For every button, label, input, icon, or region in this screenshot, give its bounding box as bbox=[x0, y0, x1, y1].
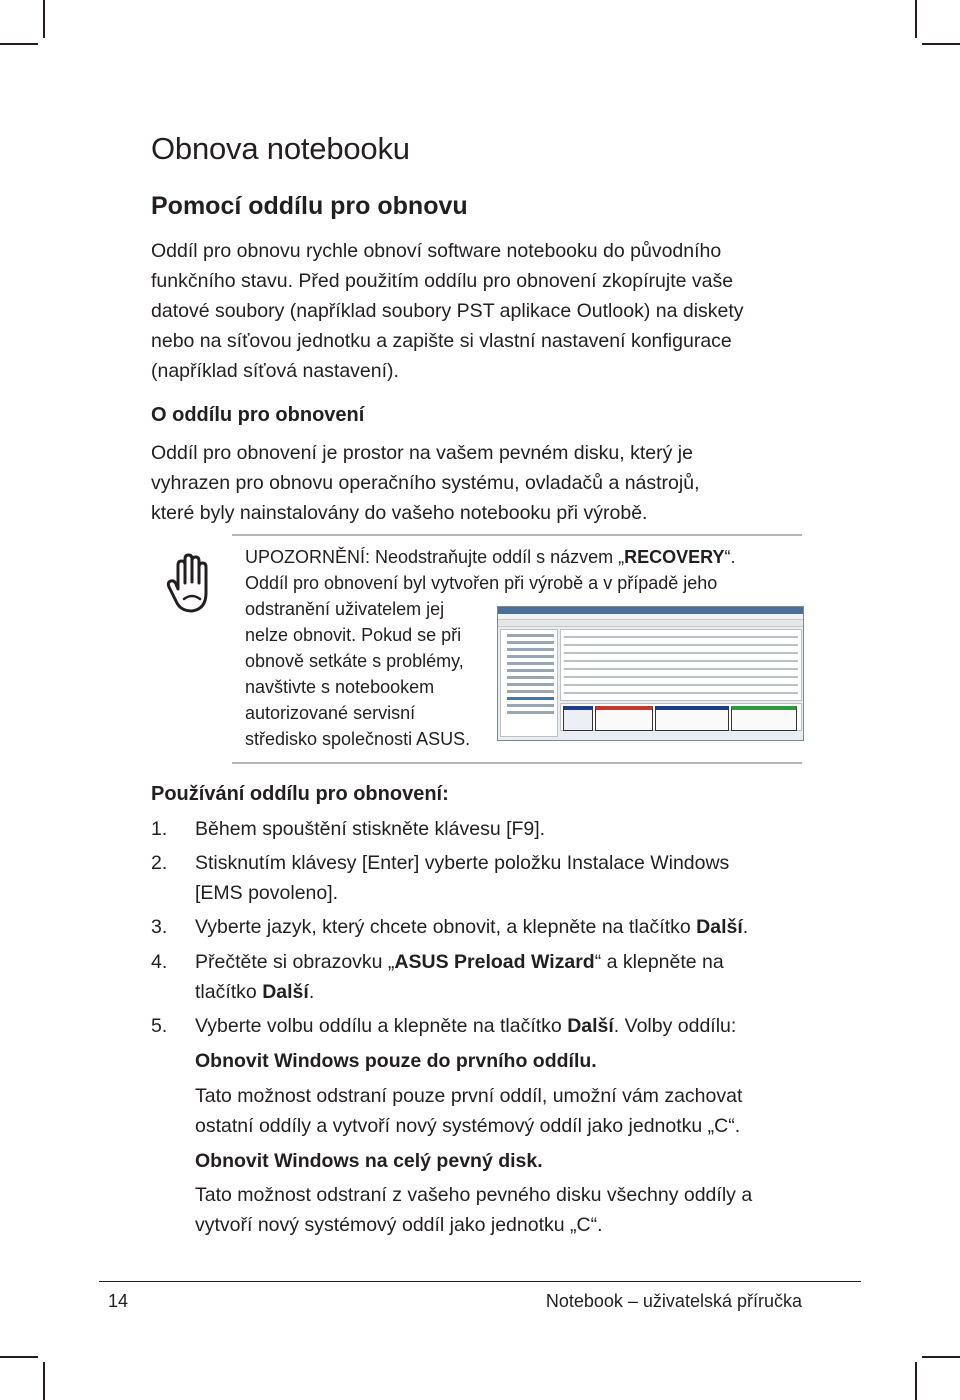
screenshot-legend bbox=[560, 731, 800, 737]
text-line bbox=[195, 977, 835, 1007]
button-name: Další bbox=[567, 1015, 614, 1037]
text-line: Tato možnost odstraní pouze první oddíl, umožní vám zachovat bbox=[195, 1085, 743, 1107]
text-line: které byly nainstalovány do vašeho notebooku při výrobě. bbox=[151, 502, 648, 524]
text-run: . bbox=[742, 916, 749, 938]
crop-mark bbox=[922, 1356, 960, 1358]
about-paragraph bbox=[151, 438, 831, 528]
data-partition-block bbox=[731, 706, 797, 731]
step-text: Během spouštění stiskněte klávesu [F9]. bbox=[195, 818, 546, 840]
manual-title: Notebook – uživatelská příručka bbox=[545, 1291, 802, 1311]
warning-line: odstranění uživatelem jej bbox=[245, 599, 445, 619]
option-title-text: Obnovit Windows na celý pevný disk. bbox=[195, 1150, 543, 1172]
step-number: 5. bbox=[151, 1015, 168, 1037]
text-run: Vyberte jazyk, který chcete obnovit, a klepněte na tlačítko bbox=[195, 916, 697, 938]
step-number: 4. bbox=[151, 951, 168, 973]
note-divider-bottom bbox=[232, 762, 802, 764]
screenshot-title-bar bbox=[498, 607, 803, 614]
crop-mark bbox=[43, 0, 45, 38]
button-name: Další bbox=[262, 981, 309, 1003]
option-title bbox=[195, 1146, 835, 1176]
screenshot-toolbar bbox=[498, 620, 803, 627]
text-run: Vyberte volbu oddílu a klepněte na tlačítko bbox=[195, 1015, 568, 1037]
step-text bbox=[195, 912, 835, 942]
step-text bbox=[195, 848, 835, 908]
computer-management-screenshot bbox=[497, 606, 804, 741]
step-number: 3. bbox=[151, 916, 168, 938]
warning-line: autorizované servisní bbox=[245, 703, 416, 723]
text-line: Oddíl pro obnovu rychle obnoví software notebooku do původního bbox=[151, 240, 722, 262]
crop-mark bbox=[0, 1356, 38, 1358]
text-line: [EMS povoleno]. bbox=[195, 882, 339, 904]
text-run: “ a klepněte na bbox=[594, 951, 724, 973]
intro-paragraph bbox=[151, 236, 831, 386]
text-run: . bbox=[308, 981, 315, 1003]
screen-name: ASUS Preload Wizard bbox=[394, 951, 595, 973]
option-description bbox=[195, 1180, 835, 1240]
footer-divider bbox=[99, 1281, 861, 1282]
option-description bbox=[195, 1081, 835, 1141]
recovery-partition-block bbox=[595, 706, 653, 731]
warning-suffix: “. bbox=[724, 547, 736, 567]
crop-mark bbox=[915, 0, 917, 38]
screenshot-volume-list bbox=[560, 629, 802, 701]
page-title: Obnova notebooku bbox=[151, 131, 410, 166]
step-text bbox=[195, 947, 835, 1007]
warning-line: obnově setkáte s problémy, bbox=[245, 651, 464, 671]
note-divider-top bbox=[232, 534, 802, 536]
section-heading: Pomocí oddílu pro obnovu bbox=[151, 192, 468, 220]
text-line bbox=[195, 947, 835, 977]
text-run: tlačítko bbox=[195, 981, 263, 1003]
crop-mark bbox=[0, 43, 38, 45]
crop-mark bbox=[915, 1362, 917, 1400]
warning-line: Oddíl pro obnovení byl vytvořen při výrobě a v případě jeho bbox=[245, 573, 718, 593]
text-line: nebo na síťovou jednotku a zapište si vlastní nastavení konfigurace bbox=[151, 330, 732, 352]
crop-mark bbox=[43, 1362, 45, 1400]
warning-line: nelze obnovit. Pokud se při bbox=[245, 625, 462, 645]
option-title-text: Obnovit Windows pouze do prvního oddílu. bbox=[195, 1050, 597, 1072]
option-title bbox=[195, 1046, 835, 1076]
text-line: vytvoří nový systémový oddíl jako jednotku „C“. bbox=[195, 1214, 603, 1236]
text-line: (například síťová nastavení). bbox=[151, 360, 399, 382]
text-run: Přečtěte si obrazovku „ bbox=[195, 951, 395, 973]
screenshot-tree-pane bbox=[500, 629, 558, 737]
warning-line: středisko společnosti ASUS. bbox=[245, 729, 471, 749]
about-heading: O oddílu pro obnovení bbox=[151, 404, 365, 426]
step-text bbox=[195, 1011, 835, 1041]
text-line: funkčního stavu. Před použitím oddílu pro obnovení zkopírujte vaše bbox=[151, 270, 734, 292]
text-line: Oddíl pro obnovení je prostor na vašem pevném disku, který je bbox=[151, 442, 693, 464]
text-run: . Volby oddílu: bbox=[613, 1015, 737, 1037]
step-number: 1. bbox=[151, 818, 168, 840]
page-number: 14 bbox=[108, 1291, 129, 1311]
text-line: Stisknutím klávesy [Enter] vyberte položku Instalace Windows bbox=[195, 852, 730, 874]
text-line: ostatní oddíly a vytvoří nový systémový oddíl jako jednotku „C“. bbox=[195, 1115, 741, 1137]
crop-mark bbox=[922, 43, 960, 45]
hand-warning-icon bbox=[164, 553, 218, 617]
system-partition-block bbox=[655, 706, 729, 731]
warning-line bbox=[245, 544, 736, 570]
warning-line: navštivte s notebookem bbox=[245, 677, 435, 697]
text-line: vyhrazen pro obnovu operačního systému, ovladačů a nástrojů, bbox=[151, 472, 700, 494]
step-number: 2. bbox=[151, 852, 168, 874]
screenshot-disk-map bbox=[560, 703, 802, 731]
warning-prefix: UPOZORNĚNÍ: Neodstraňujte oddíl s názvem „ bbox=[245, 547, 625, 567]
button-name: Další bbox=[696, 916, 743, 938]
usage-heading: Používání oddílu pro obnovení: bbox=[151, 783, 449, 805]
disk-label-block bbox=[563, 706, 593, 731]
text-line: Tato možnost odstraní z vašeho pevného disku všechny oddíly a bbox=[195, 1184, 753, 1206]
text-line: datové soubory (například soubory PST aplikace Outlook) na diskety bbox=[151, 300, 744, 322]
warning-partition-name: RECOVERY bbox=[624, 547, 725, 567]
